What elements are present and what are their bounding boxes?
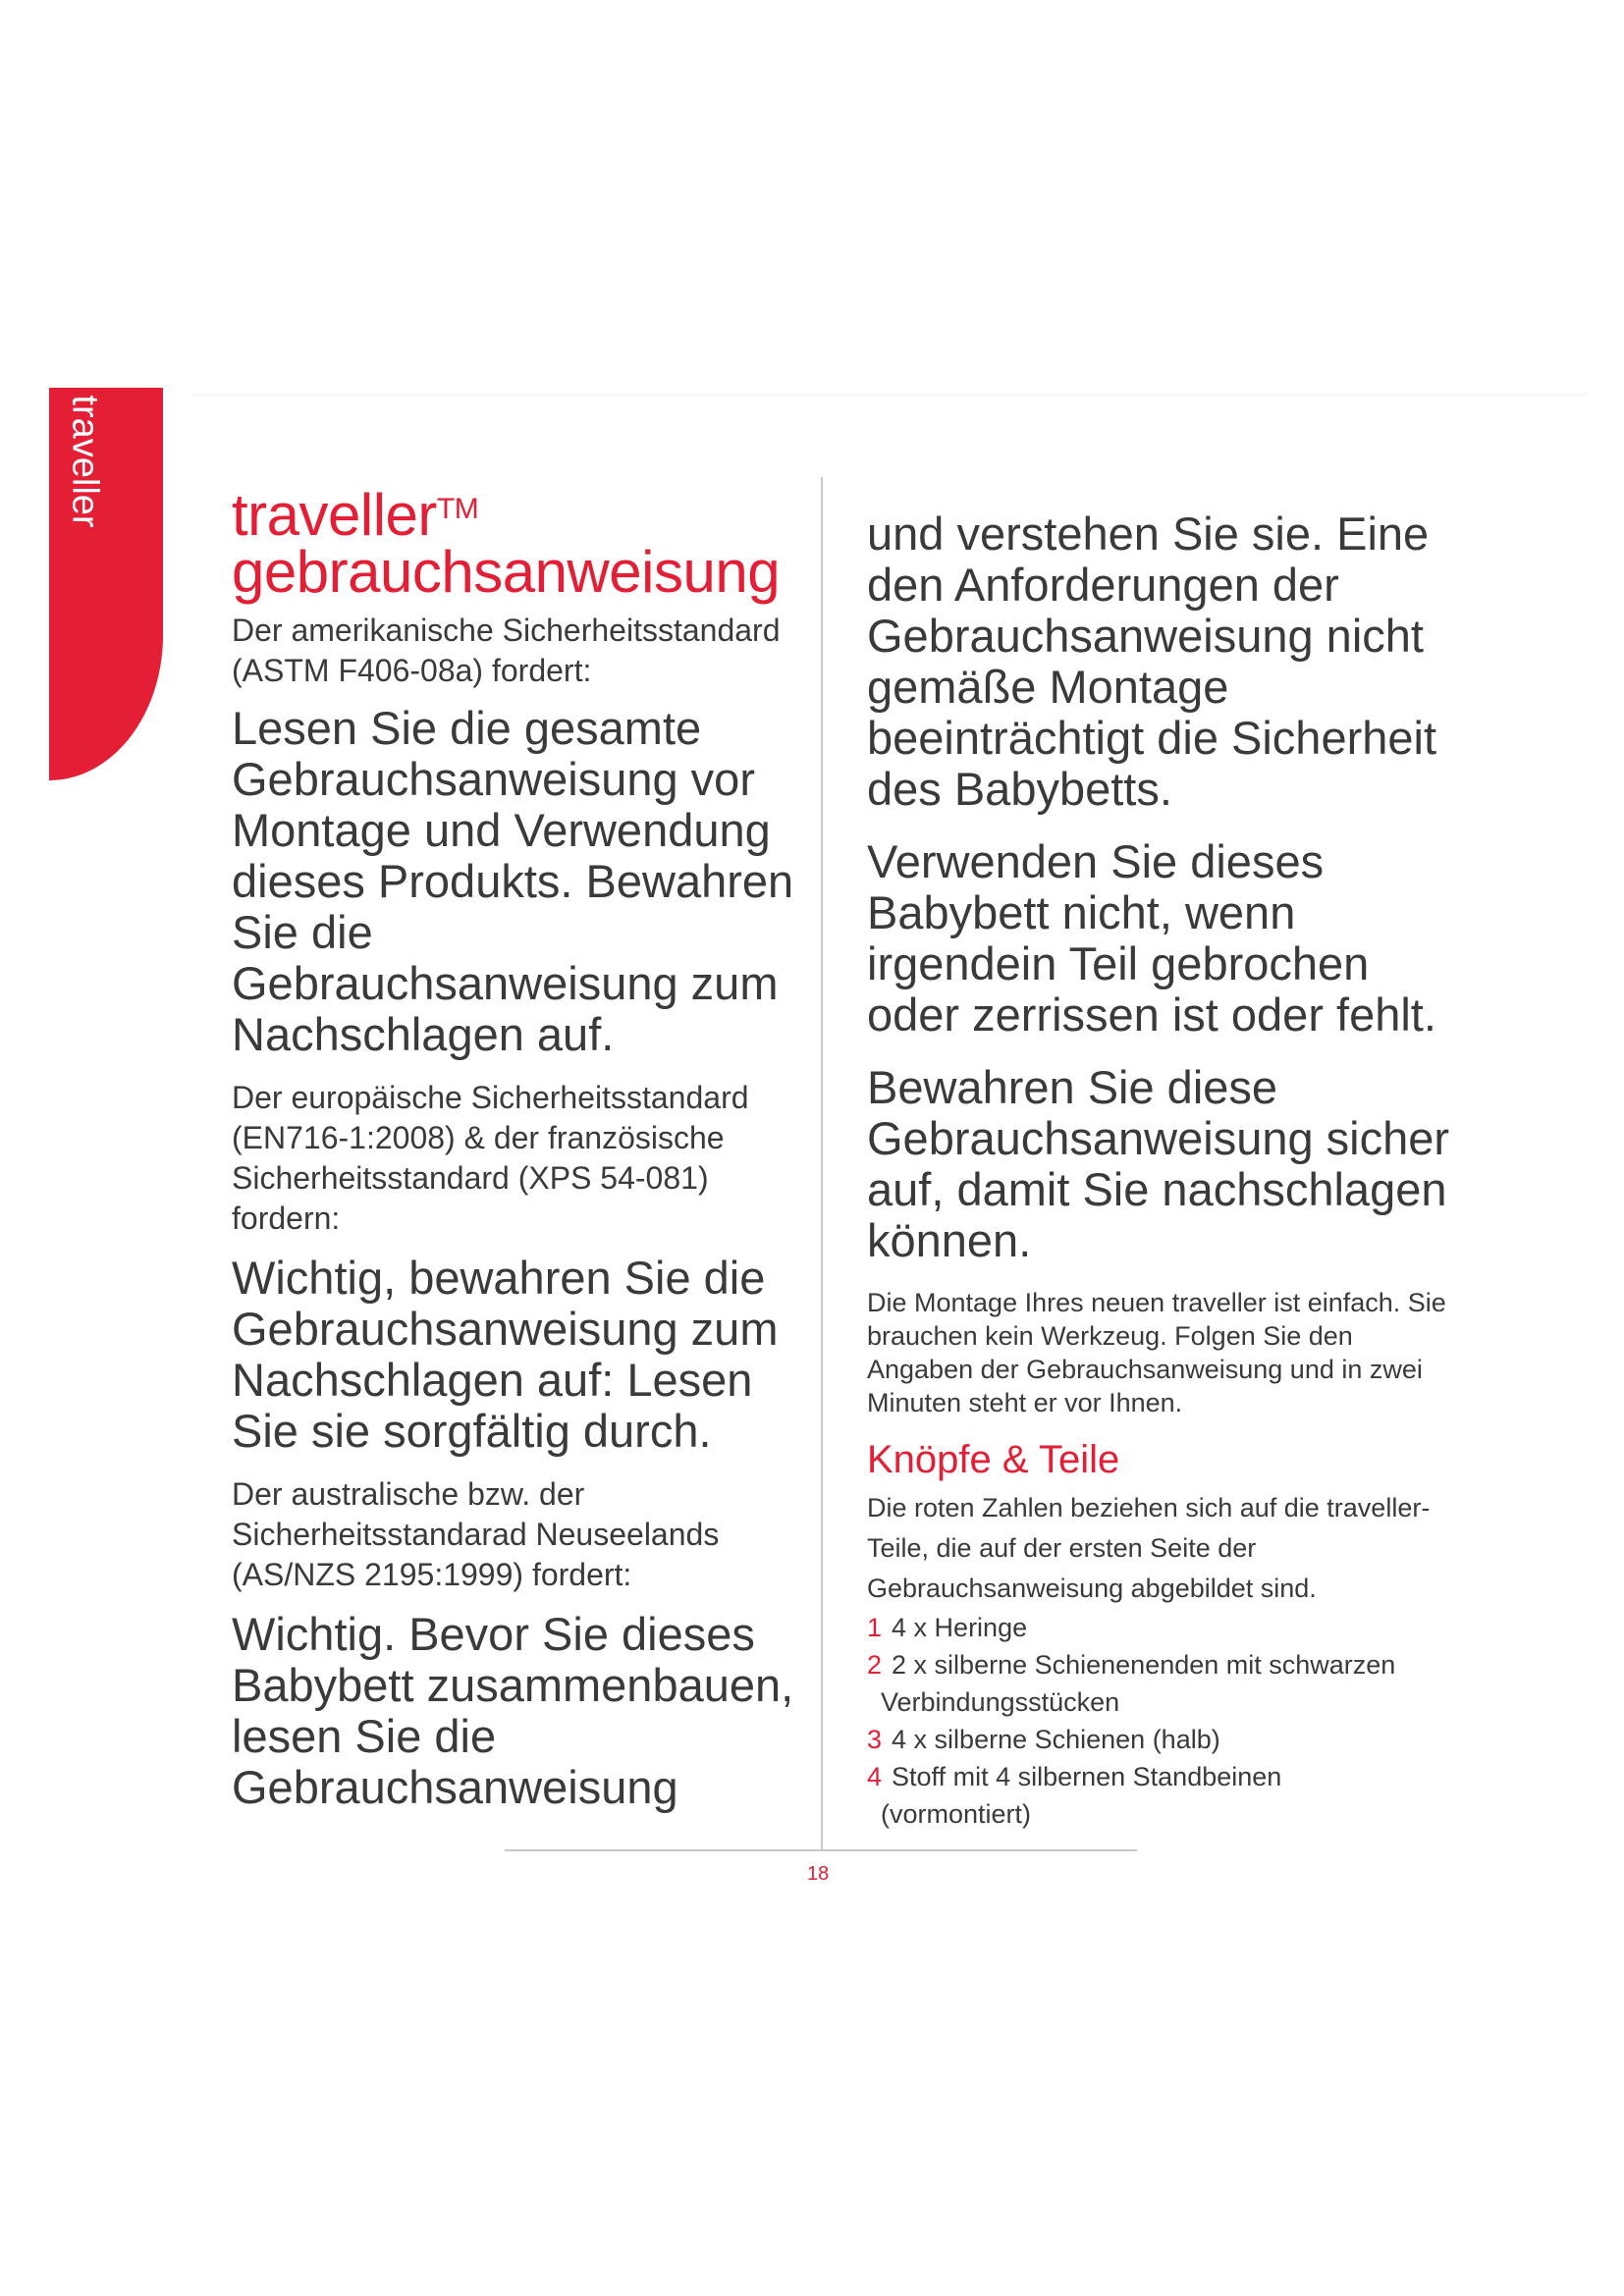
title-line1: traveller [232, 482, 437, 548]
au-standard-intro: Der australische bzw. der Sicherheitsstandarad Neuseelands (AS/NZS 2195:1999) fordert: [232, 1476, 720, 1592]
keep-instructions-warning: Bewahren Sie diese Gebrauchsanweisung sicher auf, damit Sie nachschlagen können. [867, 1061, 1450, 1266]
eu-standard-intro: Der europäische Sicherheitsstandard (EN716-1:2008) & der französische Sicherheitsstandard (XPS 54-081) fordern: [232, 1080, 749, 1236]
part-text: 4 x Heringe [892, 1613, 1028, 1642]
left-column [232, 482, 811, 1813]
part-text: 2 x silberne Schienenenden mit schwarzen [892, 1650, 1396, 1680]
parts-list [867, 1609, 1456, 1833]
parts-section-title: Knöpfe & Teile [867, 1438, 1120, 1481]
part-number: 3 [867, 1725, 883, 1754]
trademark-mark: TM [436, 493, 479, 525]
column-divider [821, 477, 823, 1849]
parts-intro: Die roten Zahlen beziehen sich auf die traveller- Teile, die auf der ersten Seite der Gebrauchsanweisung abgebildet sind. [867, 1493, 1431, 1603]
top-dotted-divider [192, 394, 1587, 396]
parts-list-item [867, 1609, 1456, 1646]
us-standard-intro: Der amerikanische Sicherheitsstandard (ASTM F406-08a) fordert: [232, 613, 781, 688]
part-number: 4 [867, 1762, 883, 1791]
part-text: 4 x silberne Schienen (halb) [892, 1725, 1220, 1754]
eu-standard-warning: Wichtig, bewahren Sie die Gebrauchsanweisung zum Nachschlagen auf: Lesen Sie sie sorgfältig durch. [232, 1252, 779, 1457]
side-tab-label: traveller [64, 395, 106, 528]
page-title [232, 482, 811, 605]
part-text-continued: Verbindungsstücken [881, 1687, 1120, 1717]
parts-list-item [867, 1721, 1456, 1758]
broken-parts-warning: Verwenden Sie dieses Babybett nicht, wenn irgendein Teil gebrochen oder zerrissen ist oder fehlt. [867, 835, 1436, 1041]
part-number: 2 [867, 1650, 883, 1680]
footer-divider [505, 1849, 1137, 1851]
us-standard-warning: Lesen Sie die gesamte Gebrauchsanweisung vor Montage und Verwendung dieses Produkts. Bewahren Sie die Gebrauchsanweisung zum Nachschlagen auf. [232, 702, 794, 1060]
part-number: 1 [867, 1613, 883, 1642]
au-standard-warning: Wichtig. Bevor Sie dieses Babybett zusammenbauen, lesen Sie die Gebrauchsanweisung [232, 1608, 794, 1813]
title-line2: gebrauchsanweisung [232, 539, 781, 605]
parts-list-item [867, 1646, 1456, 1721]
assembly-note: Die Montage Ihres neuen traveller ist einfach. Sie brauchen kein Werkzeug. Folgen Sie den Angaben der Gebrauchsanweisung und in zwei Minuten steht er vor Ihnen. [867, 1288, 1446, 1417]
right-column [867, 508, 1456, 1833]
part-text-continued: (vormontiert) [881, 1799, 1032, 1829]
page-number: 18 [807, 1863, 830, 1885]
part-text: Stoff mit 4 silbernen Standbeinen [892, 1762, 1282, 1791]
parts-list-item [867, 1758, 1456, 1833]
au-warning-continued: und verstehen Sie sie. Eine den Anforderungen der Gebrauchsanweisung nicht gemäße Montage beeinträchtigt die Sicherheit des Babybetts. [867, 507, 1437, 815]
